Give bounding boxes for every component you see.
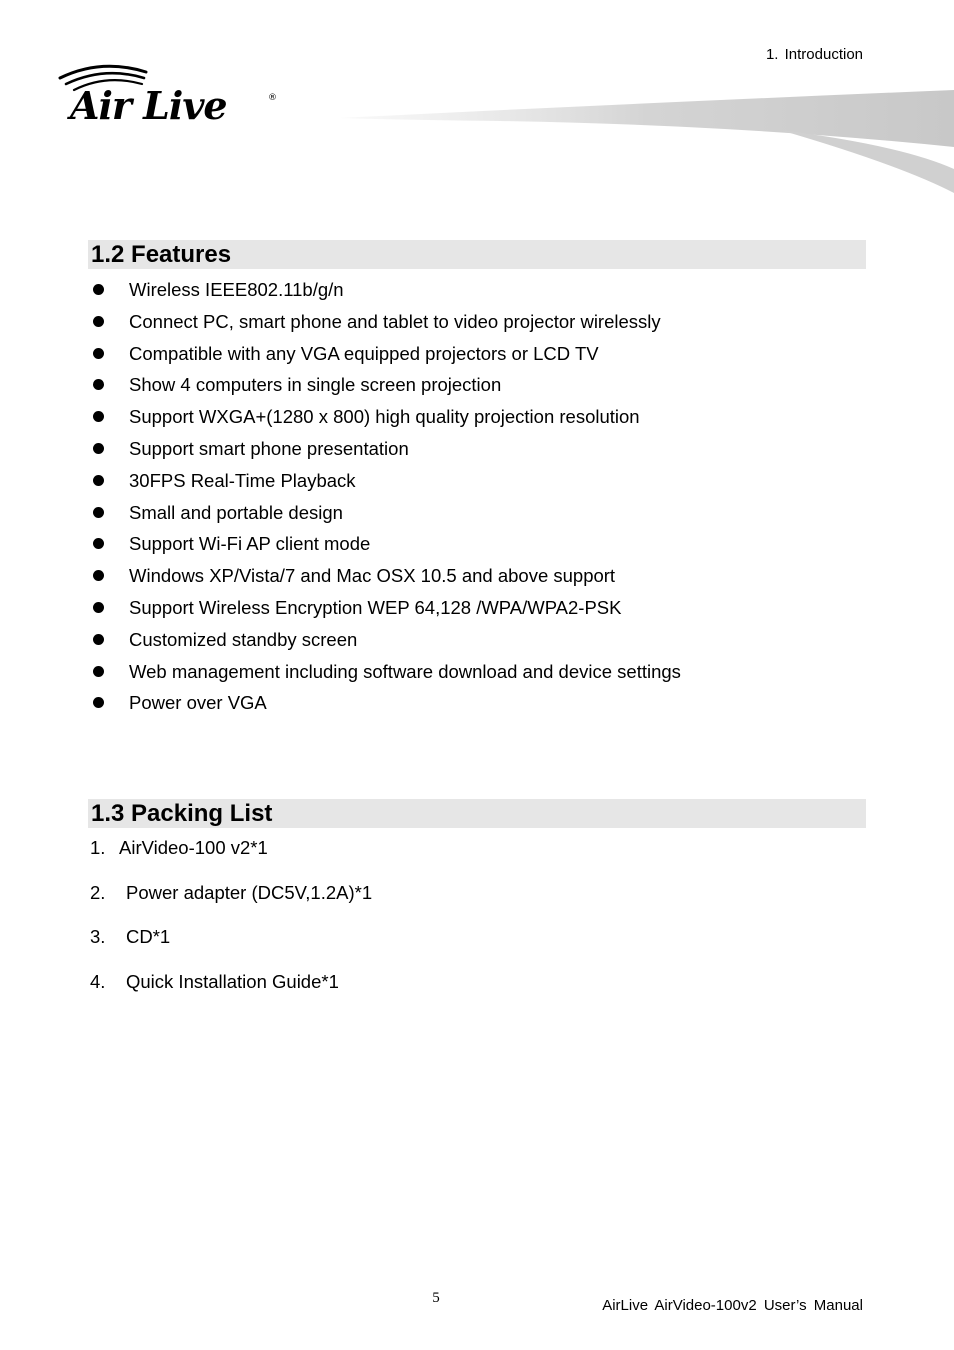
feature-text: Web management including software download and device settings xyxy=(129,660,681,682)
bullet-dot-icon xyxy=(93,411,104,422)
list-item xyxy=(90,880,372,925)
list-item xyxy=(90,656,681,688)
feature-text: Support Wireless Encryption WEP 64,128 /WPA/WPA2-PSK xyxy=(129,596,622,618)
feature-text: Show 4 computers in single screen projection xyxy=(129,374,502,396)
list-item xyxy=(90,924,372,969)
chapter-label: 1. Introduction xyxy=(765,46,863,63)
item-number: 4. xyxy=(90,970,106,992)
list-item xyxy=(90,369,681,401)
list-item xyxy=(90,528,681,560)
packing-item-text: CD*1 xyxy=(126,926,171,947)
packing-list-heading: 1.3 Packing List xyxy=(88,799,866,828)
list-item xyxy=(90,338,681,370)
list-item xyxy=(90,624,681,656)
packing-item-text: AirVideo-100 v2*1 xyxy=(119,837,268,858)
manual-title: AirLive AirVideo-100v2 User’s Manual xyxy=(602,1297,863,1314)
bullet-dot-icon xyxy=(93,379,104,390)
list-item xyxy=(90,465,681,497)
feature-text: Support WXGA+(1280 x 800) high quality projection resolution xyxy=(129,406,640,428)
list-item xyxy=(90,560,681,592)
item-number: 2. xyxy=(90,881,106,903)
feature-text: Windows XP/Vista/7 and Mac OSX 10.5 and above support xyxy=(129,565,616,587)
list-item xyxy=(90,497,681,529)
page-number: 5 xyxy=(432,1290,440,1306)
bullet-dot-icon xyxy=(93,602,104,613)
features-heading: 1.2 Features xyxy=(88,240,866,269)
bullet-dot-icon xyxy=(93,570,104,581)
svg-text:®: ® xyxy=(268,93,277,103)
feature-text: Customized standby screen xyxy=(129,628,358,650)
list-item xyxy=(90,969,372,1014)
list-item xyxy=(90,687,681,719)
logo-text: Air Live xyxy=(70,83,227,128)
features-list xyxy=(90,274,681,719)
item-number: 1. xyxy=(90,837,106,858)
list-item xyxy=(90,274,681,306)
bullet-dot-icon xyxy=(93,348,104,359)
bullet-dot-icon xyxy=(93,666,104,677)
feature-text: Support smart phone presentation xyxy=(129,437,409,459)
bullet-dot-icon xyxy=(93,697,104,708)
feature-text: Small and portable design xyxy=(129,501,343,523)
packing-item-text: Quick Installation Guide*1 xyxy=(126,970,339,992)
header-swoosh-graphic xyxy=(340,85,954,200)
feature-text: Power over VGA xyxy=(129,692,267,714)
list-item xyxy=(90,592,681,624)
packing-item-text: Power adapter (DC5V,1.2A)*1 xyxy=(126,881,373,903)
airlive-logo xyxy=(56,60,286,128)
bullet-dot-icon xyxy=(93,316,104,327)
feature-text: Support Wi-Fi AP client mode xyxy=(129,533,371,555)
packing-list xyxy=(90,835,372,1013)
bullet-dot-icon xyxy=(93,507,104,518)
list-item xyxy=(90,401,681,433)
bullet-dot-icon xyxy=(93,475,104,486)
list-item xyxy=(90,433,681,465)
feature-text: Connect PC, smart phone and tablet to video projector wirelessly xyxy=(129,310,661,332)
feature-text: Wireless IEEE802.11b/g/n xyxy=(129,279,344,300)
bullet-dot-icon xyxy=(93,284,104,295)
bullet-dot-icon xyxy=(93,634,104,645)
list-item xyxy=(90,835,372,880)
bullet-dot-icon xyxy=(93,443,104,454)
bullet-dot-icon xyxy=(93,538,104,549)
list-item xyxy=(90,306,681,338)
item-number: 3. xyxy=(90,926,106,947)
feature-text: Compatible with any VGA equipped projectors or LCD TV xyxy=(129,342,599,364)
feature-text: 30FPS Real-Time Playback xyxy=(129,469,356,491)
